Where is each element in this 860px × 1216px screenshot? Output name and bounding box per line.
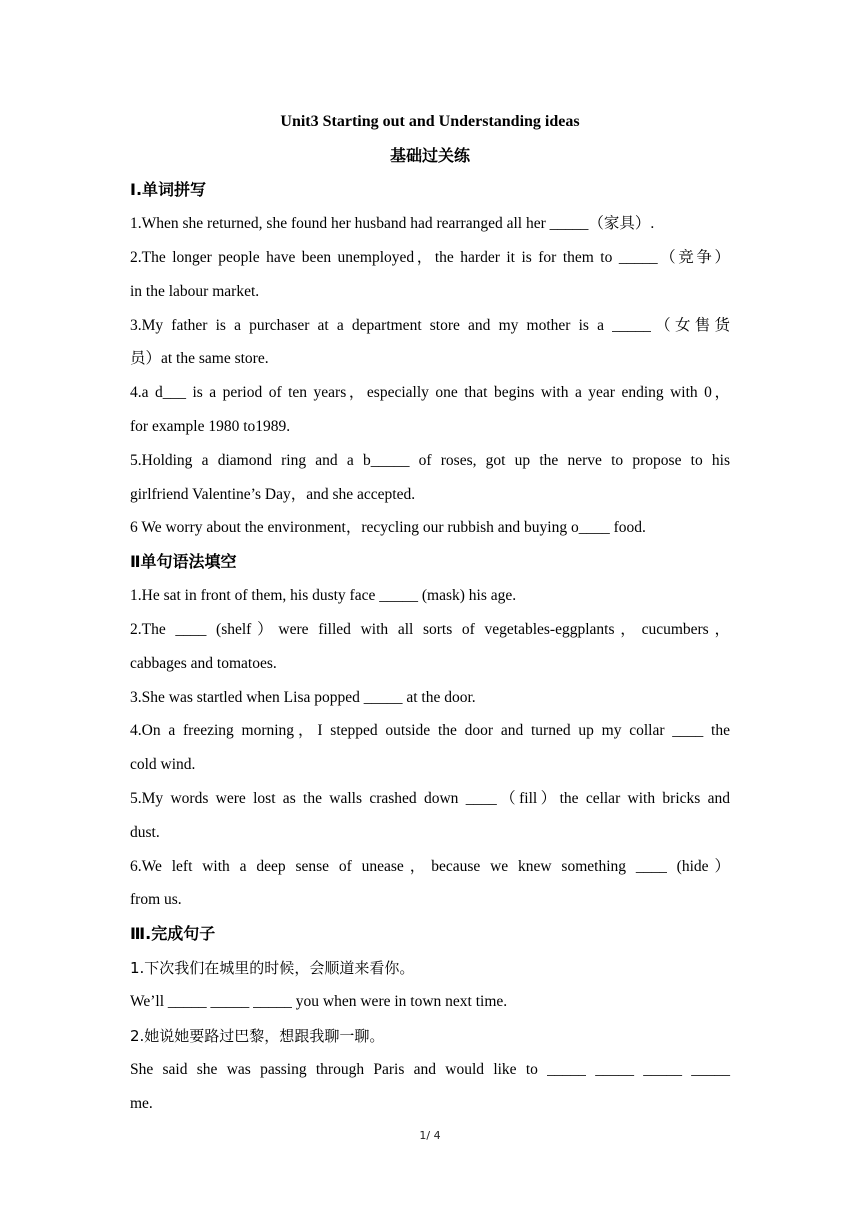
exercise-line: 2.The longer people have been unemployed，the harder it is for them to _____（竞争） xyxy=(130,249,730,266)
exercise-line: for example 1980 to1989. xyxy=(130,418,291,435)
section-heading-complete-sentences: Ⅲ.完成句子 xyxy=(130,924,216,943)
exercise-line: 4.a d___ is a period of ten years，especially one that begins with a year ending with 0， xyxy=(130,384,730,401)
page-number: 1/ 4 xyxy=(419,1129,441,1142)
exercise-line: 2.The ____ (shelf）were filled with all sorts of vegetables-eggplants，cucumbers， xyxy=(130,621,730,638)
exercise-line: 6 We worry about the environment，recycling our rubbish and buying o____ food. xyxy=(130,519,646,536)
exercise-line: from us. xyxy=(130,891,182,908)
exercise-line: 1.When she returned, she found her husband had rearranged all her _____（家具）. xyxy=(130,215,655,232)
section-heading-spelling: I.单词拼写 xyxy=(130,180,207,199)
exercise-line: dust. xyxy=(130,824,160,841)
exercise-line: 1.He sat in front of them, his dusty face _____ (mask) his age. xyxy=(130,587,517,604)
exercise-line: in the labour market. xyxy=(130,283,260,300)
exercise-line: me. xyxy=(130,1095,153,1112)
exercise-line: We’ll _____ _____ _____ you when were in town next time. xyxy=(130,993,508,1010)
exercise-line: 1.下次我们在城里的时候，会顺道来看你。 xyxy=(130,959,415,977)
exercise-line: 4.On a freezing morning，I stepped outside the door and turned up my collar ____ the xyxy=(130,722,730,739)
exercise-line: 5.My words were lost as the walls crashed down ____（fill）the cellar with bricks and xyxy=(130,790,730,807)
exercise-line: She said she was passing through Paris and would like to _____ _____ _____ _____ xyxy=(130,1061,730,1078)
exercise-line: 6.We left with a deep sense of unease，because we knew something ____ (hide） xyxy=(130,858,730,875)
exercise-line: girlfriend Valentine’s Day，and she accepted. xyxy=(130,486,416,503)
section-heading-grammar: Ⅱ单句语法填空 xyxy=(130,552,237,571)
exercise-line: cold wind. xyxy=(130,756,196,773)
exercise-line: 员）at the same store. xyxy=(130,350,269,367)
exercise-line: 2.她说她要路过巴黎，想跟我聊一聊。 xyxy=(130,1027,385,1045)
exercise-line: 3.My father is a purchaser at a department store and my mother is a _____（女售货 xyxy=(130,317,730,334)
exercise-line: 5.Holding a diamond ring and a b_____ of roses, got up the nerve to propose to his xyxy=(130,452,730,469)
exercise-line: 3.She was startled when Lisa popped _____ at the door. xyxy=(130,689,476,706)
document-subtitle: 基础过关练 xyxy=(389,146,470,165)
exercise-line: cabbages and tomatoes. xyxy=(130,655,277,672)
document-title: Unit3 Starting out and Understanding ideas xyxy=(280,113,580,130)
